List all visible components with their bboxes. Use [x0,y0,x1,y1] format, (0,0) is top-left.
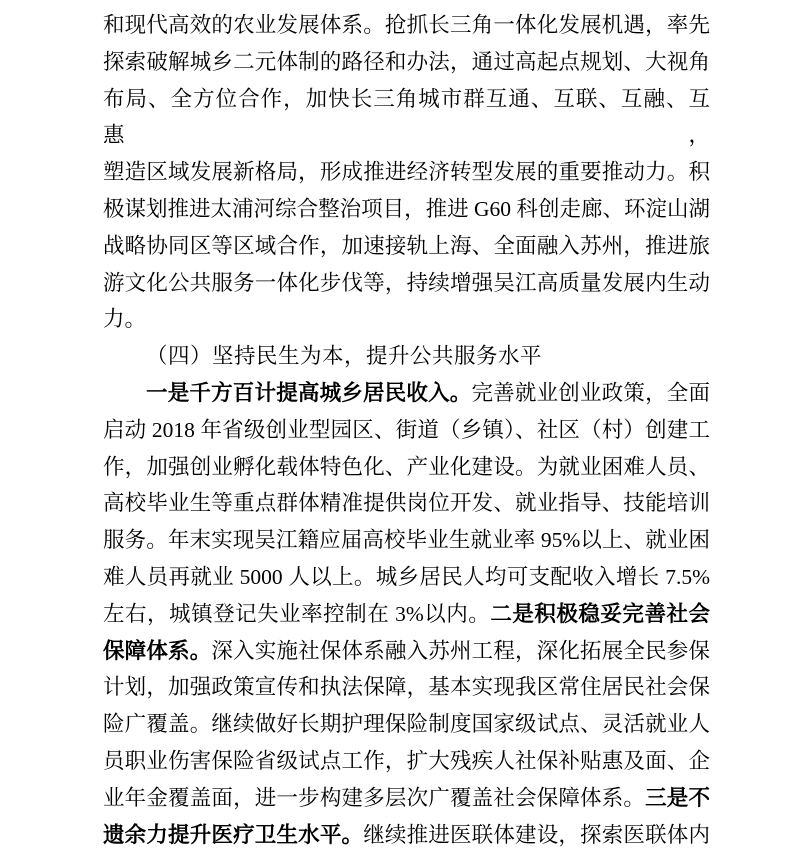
body-text: 险广覆盖。继续做好长期护理保险制度国家级试点、灵活就业人 [103,712,710,737]
text-line [103,633,710,670]
body-text: 塑造区域发展新格局，形成推进经济转型发展的重要推动力。积 [103,160,710,185]
section-heading-text: （四）坚持民生为本，提升公共服务水平 [146,344,543,369]
body-text: 启动 2018 年省级创业型园区、街道（乡镇）、社区（村）创建工 [103,417,710,442]
text-line [103,780,710,817]
text-line [103,669,710,706]
body-text: 极谋划推进太浦河综合整治项目，推进 G60 科创走廊、环淀山湖 [103,196,710,221]
text-line [103,375,710,412]
section-heading [103,338,710,375]
text-line [103,228,710,265]
body-text: 布局、全方位合作，加快长三角城市群互通、互联、互融、互惠， [103,86,710,148]
bold-emphasis-text: 遗余力提升医疗卫生水平。 [103,822,364,847]
bold-emphasis-text: 一是千方百计提高城乡居民收入。 [146,380,472,405]
body-text: 作，加强创业孵化载体特色化、产业化建设。为就业困难人员、 [103,454,710,479]
text-line [103,191,710,228]
body-text: 完善就业创业政策，全面 [471,380,710,405]
text-line [103,559,710,596]
text-line [103,412,710,449]
body-text: 业年金覆盖面，进一步构建多层次广覆盖社会保障体系。 [103,785,646,810]
body-text: 员职业伤害保险省级试点工作，扩大残疾人社保补贴惠及面、企 [103,748,710,773]
text-line [103,154,710,191]
body-text: 游文化公共服务一体化步伐等，持续增强吴江高质量发展内生动 [103,270,710,295]
text-line [103,485,710,522]
body-text: 战略协同区等区域合作，加速接轨上海、全面融入苏州，推进旅 [103,233,710,258]
body-text: 高校毕业生等重点群体精准提供岗位开发、就业指导、技能培训 [103,491,710,516]
body-text: 难人员再就业 5000 人以上。城乡居民人均可支配收入增长 7.5% [103,564,710,589]
bold-emphasis-text: 三是不 [645,785,710,810]
bold-emphasis-text: 保障体系。 [103,638,212,663]
text-line [103,265,710,302]
text-line [103,449,710,486]
text-line [103,81,710,155]
text-line [103,301,710,338]
text-line [103,7,710,44]
body-text: 继续推进医联体建设，探索医联体内 [363,822,710,847]
body-text: 探索破解城乡二元体制的路径和办法，通过高起点规划、大视角 [103,49,710,74]
body-text: 深入实施社保体系融入苏州工程，深化拓展全民参保 [211,638,710,663]
body-text: 服务。年末实现吴江籍应届高校毕业生就业率 95%以上、就业困 [103,528,710,553]
bold-emphasis-text: 二是积极稳妥完善社会 [490,601,710,626]
body-text: 左右，城镇登记失业率控制在 3%以内。 [103,601,491,626]
text-line [103,706,710,743]
text-line [103,522,710,559]
text-line [103,817,710,853]
text-line [103,596,710,633]
body-text: 和现代高效的农业发展体系。抢抓长三角一体化发展机遇，率先 [103,13,710,37]
body-text: 力。 [103,307,147,332]
text-line [103,44,710,81]
document-body-text [103,7,710,853]
body-text: 计划，加强政策宣传和执法保障，基本实现我区常住居民社会保 [103,675,710,700]
text-line [103,743,710,780]
